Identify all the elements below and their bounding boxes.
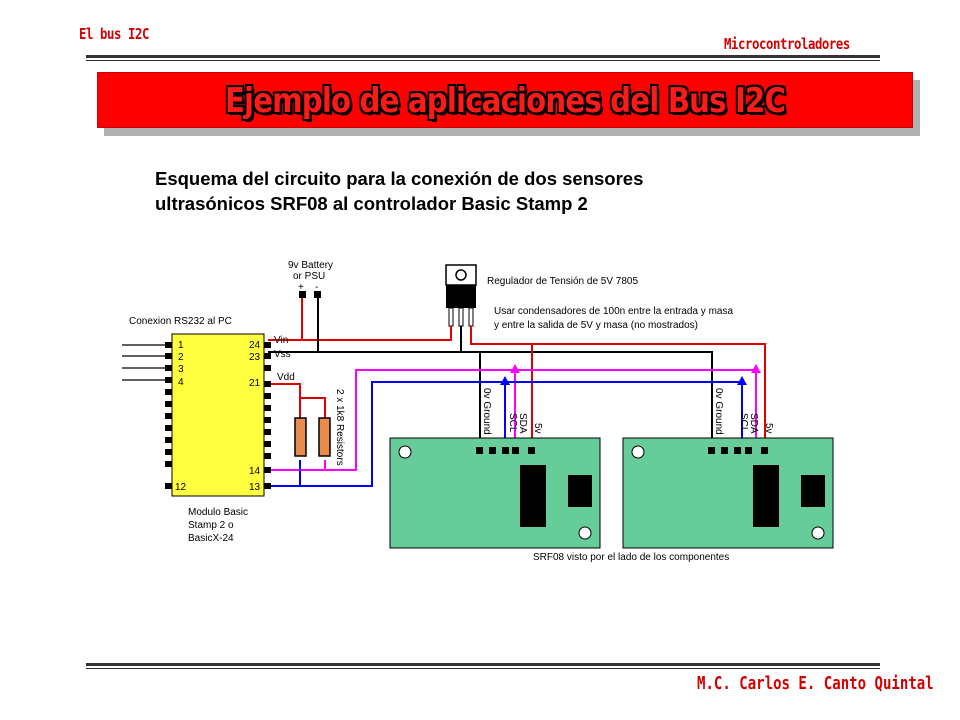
sensor2-pin-5v: 5v — [763, 423, 774, 434]
module-label-2: Stamp 2 o — [188, 520, 234, 531]
sensor2-pin-sda: SDA — [748, 413, 759, 434]
pin-21: 21 — [249, 378, 261, 389]
wire-scl — [268, 460, 300, 486]
pin-12: 12 — [175, 482, 187, 493]
pin-24: 24 — [249, 340, 261, 351]
vin-label: Vin — [274, 335, 289, 346]
slide-title: Ejemplo de aplicaciones del Bus I2C — [224, 81, 786, 121]
sensor2-pin-scl: SCL — [738, 413, 749, 433]
pin-4: 4 — [178, 377, 184, 388]
wire-battery-positive — [302, 298, 451, 340]
srf08-sensor-2 — [623, 438, 833, 548]
wire-vdd — [268, 384, 300, 418]
header-subject: Microcontroladores — [724, 35, 850, 53]
pullup-resistors — [295, 418, 330, 456]
pin-2: 2 — [178, 352, 184, 363]
capacitor-note-1: Usar condensadores de 100n entre la entrada y masa — [494, 306, 734, 317]
battery-plus: + — [298, 282, 304, 293]
battery-label-1: 9v Battery — [288, 260, 334, 271]
pin-1: 1 — [178, 340, 184, 351]
sensor2-pin-ground: 0v Ground — [713, 388, 724, 435]
battery-label-2: or PSU — [293, 271, 326, 282]
regulator-label: Regulador de Tensión de 5V 7805 — [487, 276, 639, 287]
capacitor-note-2: y entre la salida de 5V y masa (no mostrados) — [494, 320, 698, 331]
sensor1-pin-sda: SDA — [517, 413, 528, 434]
sda-arrows — [510, 364, 761, 373]
sensor1-pin-scl: SCL — [507, 413, 518, 433]
vdd-label: Vdd — [277, 372, 295, 383]
pin-14: 14 — [249, 466, 261, 477]
pin-13: 13 — [249, 482, 261, 493]
module-label-3: BasicX-24 — [188, 533, 234, 544]
scl-arrows — [500, 376, 747, 385]
voltage-regulator — [446, 265, 476, 326]
description-line-2: ultrasónicos SRF08 al controlador Basic Stamp 2 — [155, 193, 588, 214]
pin-23: 23 — [249, 352, 261, 363]
rs232-label: Conexion RS232 al PC — [129, 316, 232, 327]
header-course-title: El bus I2C — [79, 25, 149, 43]
wire-vdd-resistor2 — [300, 398, 325, 418]
battery-minus: - — [315, 282, 319, 293]
vss-label: Vss — [274, 349, 291, 360]
resistors-label: 2 x 1k8 Resistors — [334, 389, 345, 466]
sensor1-pin-ground: 0v Ground — [481, 388, 492, 435]
footer-author: M.C. Carlos E. Canto Quintal — [697, 673, 934, 694]
sensor-caption: SRF08 visto por el lado de los componentes — [533, 552, 730, 563]
module-label-1: Modulo Basic — [188, 507, 249, 518]
description-line-1: Esquema del circuito para la conexión de dos sensores — [155, 168, 644, 189]
srf08-sensor-1 — [390, 438, 600, 548]
pin-3: 3 — [178, 364, 184, 375]
bottom-divider — [86, 663, 880, 669]
sensor1-pin-5v: 5v — [532, 423, 543, 434]
wire-sda — [268, 460, 325, 470]
